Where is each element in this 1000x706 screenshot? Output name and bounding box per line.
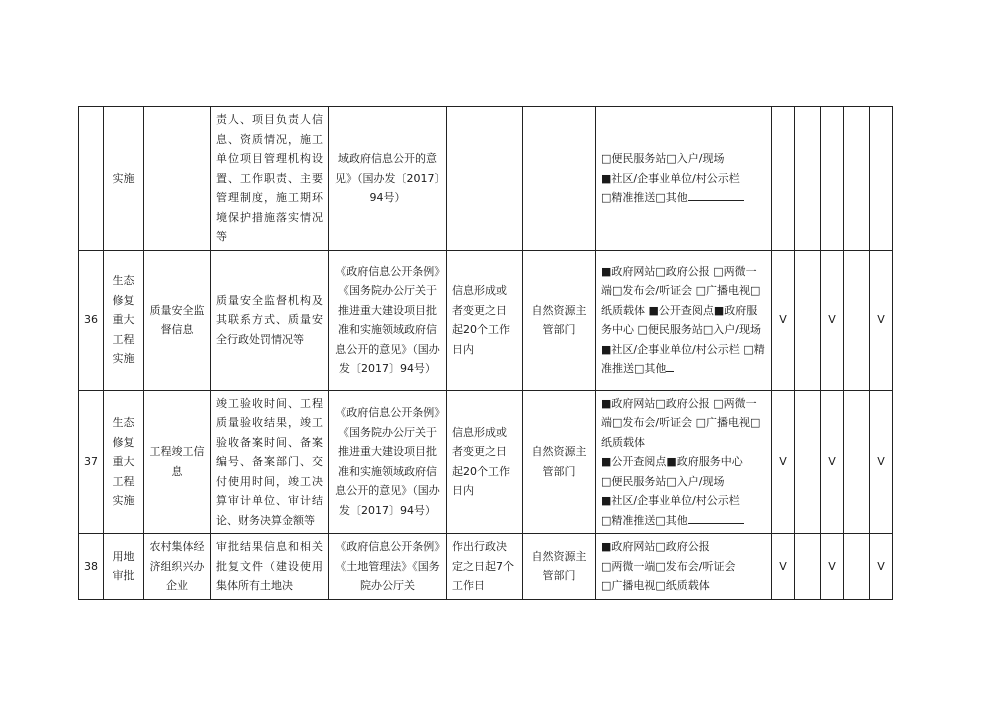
row-basis: 《政府信息公开条例》《土地管理法》《国务院办公厅关 xyxy=(329,534,447,600)
row-category: 用地审批 xyxy=(104,534,144,600)
channel-text: ■政府网站□政府公报 □两微一端□发布会/听证会 □广播电视□纸质载体 ■公开查阅点■政府服务中心 □便民服务站□入户/现场 ■社区/企事业单位/村公示栏 □精准推送□其他 xyxy=(601,264,765,375)
row-dept xyxy=(523,107,596,251)
row-index: 36 xyxy=(79,250,104,390)
mark-cell xyxy=(844,390,870,534)
mark-cell: V xyxy=(772,534,795,600)
row-dept: 自然资源主管部门 xyxy=(523,250,596,390)
row-dept: 自然资源主管部门 xyxy=(523,390,596,534)
channel-line: □便民服务站□入户/现场 xyxy=(601,474,725,488)
row-time: 作出行政决定之日起7个工作日 xyxy=(447,534,523,600)
disclosure-table xyxy=(78,106,893,600)
table-row xyxy=(79,107,893,251)
mark-cell xyxy=(795,250,821,390)
channel-line: ■政府网站□政府公报 xyxy=(601,540,710,553)
row-category: 实施 xyxy=(104,107,144,251)
row-content: 审批结果信息和相关批复文件（建设使用集体所有土地决 xyxy=(211,534,329,600)
row-content: 责人、项目负责人信息、资质情况，施工单位项目管理机构设置、工作职责、主要管理制度，施工期环境保护措施落实情况等 xyxy=(211,107,329,251)
mark-cell xyxy=(795,107,821,251)
mark-cell: V xyxy=(870,534,893,600)
row-subitem: 农村集体经济组织兴办企业 xyxy=(144,534,211,600)
row-subitem: 质量安全监督信息 xyxy=(144,250,211,390)
blank-underline xyxy=(688,511,744,524)
channel-text: □精准推送□其他 xyxy=(601,513,688,527)
mark-cell xyxy=(772,107,795,251)
row-subitem: 工程竣工信息 xyxy=(144,390,211,534)
mark-cell xyxy=(870,107,893,251)
row-time: 信息形成或者变更之日起20个工作日内 xyxy=(447,390,523,534)
row-dept: 自然资源主管部门 xyxy=(523,534,596,600)
row-channels xyxy=(596,107,772,251)
channel-line: ■政府网站□政府公报 □两微一端□发布会/听证会 □广播电视□纸质载体 xyxy=(601,396,761,449)
mark-cell: V xyxy=(821,534,844,600)
channel-line: □便民服务站□入户/现场 xyxy=(601,152,725,165)
row-category: 生态修复重大工程实施 xyxy=(104,390,144,534)
channel-line: ■社区/企事业单位/村公示栏 xyxy=(601,494,740,507)
table-row xyxy=(79,534,893,600)
channel-line: □两微一端□发布会/听证会 xyxy=(601,559,736,573)
row-basis: 《政府信息公开条例》《国务院办公厅关于推进重大建设项目批准和实施领域政府信息公开的意见》（国办发〔2017〕94号） xyxy=(329,250,447,390)
row-channels xyxy=(596,390,772,534)
row-basis: 域政府信息公开的意见》（国办发〔2017〕94号） xyxy=(329,107,447,251)
row-channels xyxy=(596,534,772,600)
row-category: 生态修复重大工程实施 xyxy=(104,250,144,390)
mark-cell xyxy=(844,107,870,251)
mark-cell: V xyxy=(772,390,795,534)
mark-cell xyxy=(795,390,821,534)
channel-line xyxy=(601,511,766,531)
row-index xyxy=(79,107,104,251)
row-index: 38 xyxy=(79,534,104,600)
mark-cell: V xyxy=(772,250,795,390)
blank-underline xyxy=(666,359,674,372)
mark-cell: V xyxy=(821,390,844,534)
mark-cell: V xyxy=(870,250,893,390)
row-basis: 《政府信息公开条例》《国务院办公厅关于推进重大建设项目批准和实施领域政府信息公开的意见》（国办发〔2017〕94号） xyxy=(329,390,447,534)
table-row xyxy=(79,250,893,390)
mark-cell xyxy=(821,107,844,251)
mark-cell xyxy=(844,534,870,600)
row-content: 竣工验收时间、工程质量验收结果，竣工验收备案时间、备案编号、备案部门、交付使用时间，竣工决算审计单位、审计结论、财务决算金额等 xyxy=(211,390,329,534)
channel-line: □广播电视□纸质载体 xyxy=(601,579,710,592)
mark-cell: V xyxy=(870,390,893,534)
blank-underline xyxy=(688,188,744,201)
row-channels xyxy=(596,250,772,390)
channel-line: ■社区/企事业单位/村公示栏 xyxy=(601,171,740,185)
row-time: 信息形成或者变更之日起20个工作日内 xyxy=(447,250,523,390)
mark-cell xyxy=(795,534,821,600)
row-subitem xyxy=(144,107,211,251)
channel-text: □精准推送□其他 xyxy=(601,191,688,204)
mark-cell xyxy=(844,250,870,390)
channel-line: ■公开查阅点■政府服务中心 xyxy=(601,455,743,468)
row-content: 质量安全监督机构及其联系方式、质量安全行政处罚情况等 xyxy=(211,250,329,390)
channel-line xyxy=(601,188,766,208)
mark-cell: V xyxy=(821,250,844,390)
row-index: 37 xyxy=(79,390,104,534)
row-time xyxy=(447,107,523,251)
table-row xyxy=(79,390,893,534)
